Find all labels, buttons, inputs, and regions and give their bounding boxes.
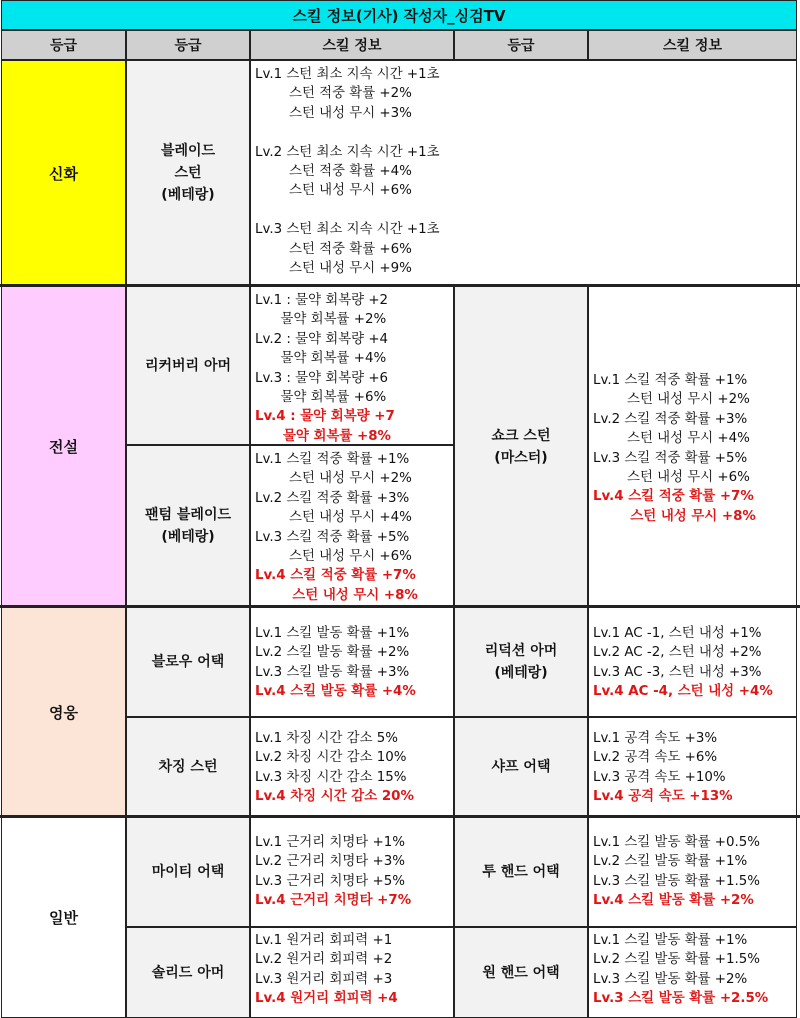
level-effect: Lv.1 스턴 최소 지속 시간 +1초: [255, 67, 440, 82]
grade-legend: 전설: [1, 286, 126, 607]
section-divider: [0, 284, 800, 287]
max-level-effect: Lv.3 스킬 발동 확률 +2.5%: [593, 991, 769, 1007]
level-effect: Lv.3 스킬 발동 확률 +2%: [593, 971, 748, 987]
skill-desc-blow-attack: [250, 607, 454, 717]
max-level-effect: Lv.4 AC -4, 스턴 내성 +4%: [593, 684, 773, 700]
level-effect: [255, 201, 792, 220]
max-level-effect: Lv.4 스킬 발동 확률 +2%: [593, 893, 754, 909]
level-effect: Lv.3 차징 시간 감소 15%: [255, 769, 407, 785]
max-level-effect: Lv.4 공격 속도 +13%: [593, 789, 733, 805]
level-effect: Lv.2 차징 시간 감소 10%: [255, 750, 407, 766]
level-effect: Lv.1 차징 시간 감소 5%: [255, 731, 399, 746]
level-effect: 스턴 내성 무시 +9%: [255, 261, 412, 277]
skill-desc-reduction-armor: [588, 607, 797, 717]
level-effect: Lv.3 스킬 적중 확률 +5%: [255, 529, 410, 545]
level-effect: Lv.3 근거리 치명타 +5%: [255, 873, 405, 889]
level-effect: 스턴 내성 무시 +3%: [255, 105, 412, 121]
level-effect: 스턴 내성 무시 +6%: [255, 549, 412, 565]
skill-desc-two-hand-attack: [588, 817, 797, 927]
skill-name-mighty-attack: 마이티 어택: [126, 817, 250, 927]
level-effect: Lv.3 AC -3, 스턴 내성 +3%: [593, 664, 762, 680]
grade-hero: 영웅: [1, 607, 126, 817]
level-effect: 스턴 내성 무시 +4%: [255, 510, 412, 526]
skill-desc-charging-stun: [250, 717, 454, 817]
skill-desc-one-hand-attack: [588, 927, 797, 1018]
skill-name-blade-stun: 블레이드 스턴 (베테랑): [126, 60, 250, 286]
max-level-effect: Lv.4 원거리 회피력 +4: [255, 991, 398, 1007]
level-effect: Lv.3 스턴 최소 지속 시간 +1초: [255, 222, 440, 238]
header-skill-info: 스킬 정보: [250, 30, 454, 60]
level-effect: 스턴 내성 무시 +6%: [593, 470, 750, 486]
level-effect: Lv.3 : 물약 회복량 +6: [255, 370, 389, 386]
skill-name-shock-stun: 쇼크 스턴 (마스터): [454, 286, 588, 607]
skill-desc-mighty-attack: [250, 817, 454, 927]
max-level-effect: Lv.4 스킬 발동 확률 +4%: [255, 684, 416, 700]
level-effect: 물약 회복률 +2%: [255, 312, 387, 328]
grade-normal: 일반: [1, 817, 126, 1018]
level-effect: Lv.1 스킬 발동 확률 +0.5%: [593, 835, 760, 850]
max-level-effect: 물약 회복률 +8%: [255, 428, 391, 444]
skill-name-two-hand-attack: 투 핸드 어택: [454, 817, 588, 927]
level-effect: Lv.1 근거리 치명타 +1%: [255, 835, 405, 850]
skill-name-phantom-blade: 팬텀 블레이드 (베테랑): [126, 445, 250, 607]
level-effect: Lv.2 스킬 적중 확률 +3%: [593, 411, 748, 427]
section-divider: [0, 815, 800, 818]
header-grade-2: 등급: [126, 30, 250, 60]
level-effect: Lv.2 스킬 발동 확률 +2%: [255, 645, 410, 661]
level-effect: Lv.2 스킬 발동 확률 +1%: [593, 854, 748, 870]
max-level-effect: 스턴 내성 무시 +8%: [593, 508, 756, 524]
level-effect: Lv.1 스킬 적중 확률 +1%: [255, 452, 410, 467]
skill-name-solid-armor: 솔리드 아머: [126, 927, 250, 1018]
level-effect: Lv.2 공격 속도 +6%: [593, 750, 718, 766]
level-effect: 스턴 내성 무시 +6%: [255, 183, 412, 199]
sheet-title: 스킬 정보(기사) 작성자_싱검TV: [1, 0, 797, 30]
level-effect: Lv.3 스킬 적중 확률 +5%: [593, 450, 748, 466]
max-level-effect: Lv.4 : 물약 회복량 +7: [255, 409, 395, 425]
level-effect: Lv.3 원거리 회피력 +3: [255, 971, 393, 987]
level-effect: Lv.2 원거리 회피력 +2: [255, 952, 393, 968]
level-effect: Lv.1 공격 속도 +3%: [593, 731, 718, 746]
level-effect: 스턴 내성 무시 +4%: [593, 431, 750, 447]
level-effect: Lv.2 스킬 발동 확률 +1.5%: [593, 952, 760, 968]
grade-mythic: 신화: [1, 60, 126, 286]
level-effect: Lv.2 AC -2, 스턴 내성 +2%: [593, 645, 762, 661]
level-effect: Lv.3 스킬 발동 확률 +3%: [255, 664, 410, 680]
skill-desc-phantom-blade: [250, 445, 454, 607]
skill-name-sharp-attack: 샤프 어택: [454, 717, 588, 817]
max-level-effect: 스턴 내성 무시 +8%: [255, 587, 418, 603]
skill-name-charging-stun: 차징 스턴: [126, 717, 250, 817]
level-effect: 스턴 내성 무시 +2%: [255, 471, 412, 487]
level-effect: 스턴 적중 확률 +4%: [255, 164, 412, 180]
level-effect: 물약 회복률 +4%: [255, 351, 387, 367]
level-effect: Lv.3 공격 속도 +10%: [593, 769, 726, 785]
level-effect: Lv.1 스킬 적중 확률 +1%: [593, 373, 748, 388]
skill-name-reduction-armor: 리덕션 아머 (베테랑): [454, 607, 588, 717]
skill-desc-shock-stun: [588, 286, 797, 607]
level-effect: Lv.1 AC -1, 스턴 내성 +1%: [593, 626, 762, 641]
skill-desc-solid-armor: [250, 927, 454, 1018]
level-effect: Lv.1 원거리 회피력 +1: [255, 933, 393, 948]
skill-desc-blade-stun: [250, 60, 797, 286]
level-effect: Lv.2 근거리 치명타 +3%: [255, 854, 405, 870]
level-effect: Lv.1 : 물약 회복량 +2: [255, 293, 389, 308]
level-effect: Lv.2 : 물약 회복량 +4: [255, 331, 389, 347]
level-effect: Lv.2 스턴 최소 지속 시간 +1초: [255, 144, 440, 160]
level-effect: Lv.1 스킬 발동 확률 +1%: [255, 626, 410, 641]
header-grade: 등급: [1, 30, 126, 60]
level-effect: 스턴 적중 확률 +6%: [255, 241, 412, 257]
level-effect: Lv.3 스킬 발동 확률 +1.5%: [593, 873, 760, 889]
skill-desc-sharp-attack: [588, 717, 797, 817]
section-divider: [0, 605, 800, 608]
skill-name-one-hand-attack: 원 핸드 어택: [454, 927, 588, 1018]
level-effect: Lv.2 스킬 적중 확률 +3%: [255, 490, 410, 506]
skill-name-recovery-armor: 리커버리 아머: [126, 286, 250, 445]
level-effect: Lv.1 스킬 발동 확률 +1%: [593, 933, 748, 948]
level-effect: [255, 123, 792, 142]
max-level-effect: Lv.4 차징 시간 감소 20%: [255, 789, 414, 805]
skill-name-blow-attack: 블로우 어택: [126, 607, 250, 717]
header-skill-info-2: 스킬 정보: [588, 30, 797, 60]
max-level-effect: Lv.4 스킬 적중 확률 +7%: [255, 568, 416, 584]
skill-desc-recovery-armor: [250, 286, 454, 445]
max-level-effect: Lv.4 스킬 적중 확률 +7%: [593, 489, 754, 505]
header-grade-3: 등급: [454, 30, 588, 60]
level-effect: 물약 회복률 +6%: [255, 390, 387, 406]
level-effect: 스턴 적중 확률 +2%: [255, 86, 412, 102]
level-effect: 스턴 내성 무시 +2%: [593, 392, 750, 408]
max-level-effect: Lv.4 근거리 치명타 +7%: [255, 893, 412, 909]
